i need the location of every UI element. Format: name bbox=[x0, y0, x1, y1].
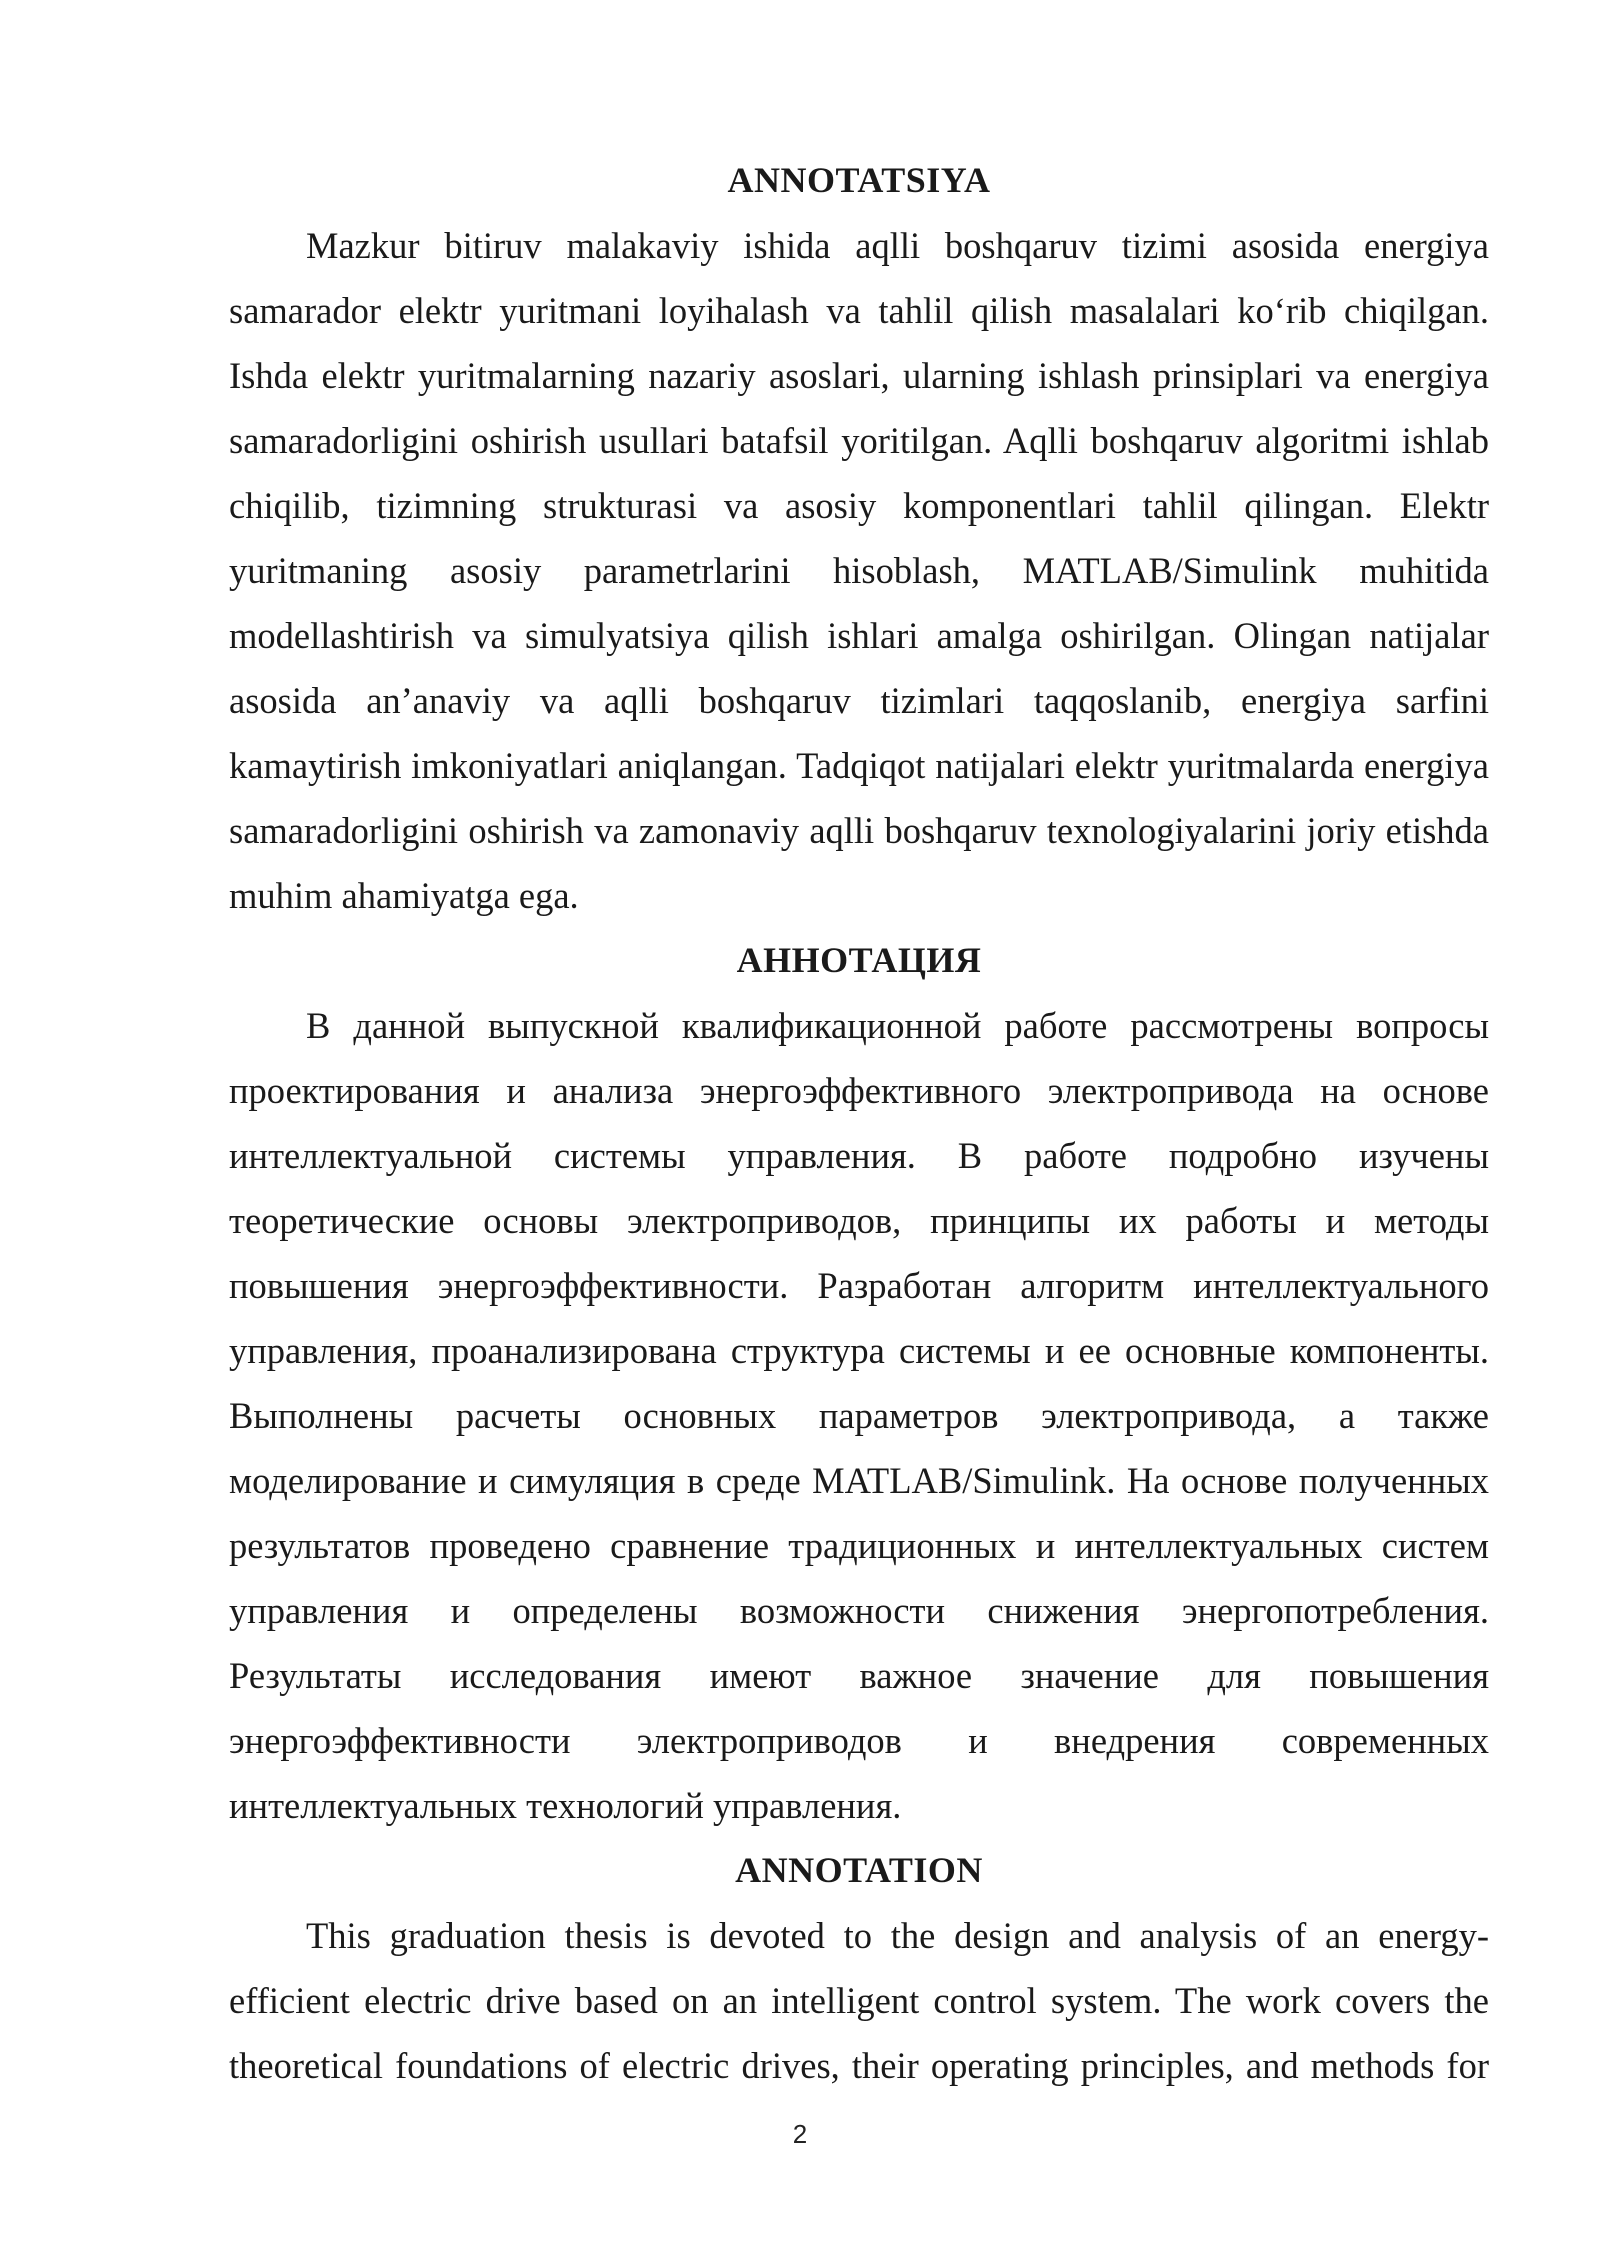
page-content bbox=[229, 148, 1489, 2098]
page-number: 2 bbox=[792, 2119, 808, 2149]
section-paragraph: В данной выпускной квалификационной работе рассмотрены вопросы проектирования и анализа энергоэффективного электропривода на основе интеллектуальной системы управления. В работе подробно изучены теоретические основы электроприводов, принципы их работы и методы повышения энергоэффективности. Разработан алгоритм интеллектуального управления, проанализирована структура системы и ее основные компоненты. Выполнены расчеты основных параметров электропривода, а также моделирование и симуляция в среде MATLAB/Simulink. На основе полученных результатов проведено сравнение традиционных и интеллектуальных систем управления и определены возможности снижения энергопотребления. Результаты исследования имеют важное значение для повышения энергоэффективности электроприводов и внедрения современных интеллектуальных технологий управления. bbox=[229, 1005, 1489, 1826]
section-english-annotation bbox=[229, 1838, 1489, 2098]
section-paragraph: This graduation thesis is devoted to the design and analysis of an energy-efficient electric drive based on an intelligent control system. The work covers the theoretical foundations of electric drives, their operating principles, and methods for bbox=[229, 1915, 1489, 2086]
section-paragraph: Mazkur bitiruv malakaviy ishida aqlli boshqaruv tizimi asosida energiya samarador elektr yuritmani loyihalash va tahlil qilish masalalari koʻrib chiqilgan. Ishda elektr yuritmalarning nazariy asoslari, ularning ishlash prinsiplari va energiya samaradorligini oshirish usullari batafsil yoritilgan. Aqlli boshqaruv algoritmi ishlab chiqilib, tizimning strukturasi va asosiy komponentlari tahlil qilingan. Elektr yuritmaning asosiy parametrlarini hisoblash, MATLAB/Simulink muhitida modellashtirish va simulyatsiya qilish ishlari amalga oshirilgan. Olingan natijalar asosida an’anaviy va aqlli boshqaruv tizimlari taqqoslanib, energiya sarfini kamaytirish imkoniyatlari aniqlangan. Tadqiqot natijalari elektr yuritmalarda energiya samaradorligini oshirish va zamonaviy aqlli boshqaruv texnologiyalarini joriy etishda muhim ahamiyatga ega. bbox=[229, 225, 1489, 916]
section-heading: АННОТАЦИЯ bbox=[736, 940, 982, 980]
section-uzbek-annotation bbox=[229, 148, 1489, 928]
section-russian-annotation bbox=[229, 928, 1489, 1838]
section-heading: ANNOTATSIYA bbox=[727, 160, 991, 200]
section-heading: ANNOTATION bbox=[735, 1850, 983, 1890]
